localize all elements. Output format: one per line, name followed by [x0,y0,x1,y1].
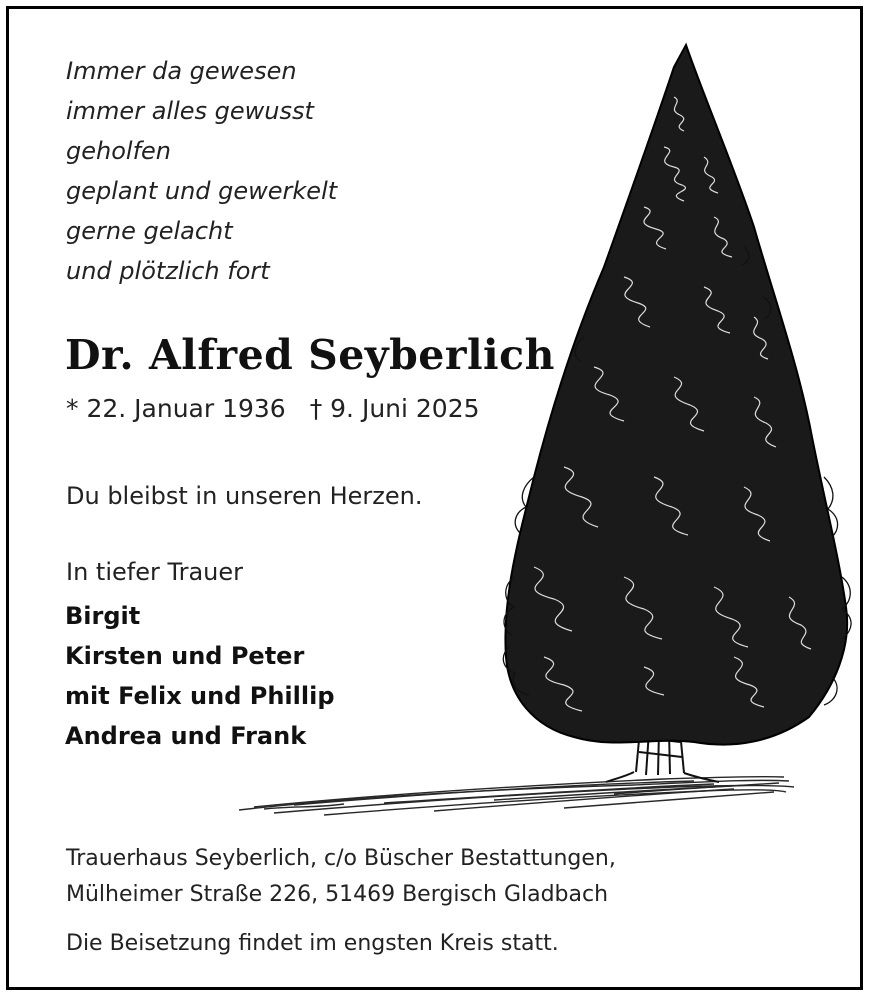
birth-date: * 22. Januar 1936 [66,394,286,423]
address-line: Mülheimer Straße 226, 51469 Bergisch Gladbach [66,882,609,907]
obituary-frame [6,6,863,990]
death-date: † 9. Juni 2025 [309,394,480,423]
farewell-message: Du bleibst in unseren Herzen. [66,482,423,510]
poem-line: und plötzlich fort [66,257,270,285]
deceased-name: Dr. Alfred Seyberlich [65,331,555,379]
mourners-list [65,596,335,756]
mourner-name: Kirsten und Peter [65,642,305,670]
funeral-note: Die Beisetzung findet im engsten Kreis statt. [66,931,559,956]
poem [66,51,337,291]
mourning-intro: In tiefer Trauer [66,558,244,586]
mourning-house-address [66,841,616,913]
poem-line: geholfen [66,137,171,165]
address-line: Trauerhaus Seyberlich, c/o Büscher Bestattungen, [66,846,616,871]
poem-line: Immer da gewesen [66,57,297,85]
mourner-name: Birgit [65,602,141,630]
mourner-name: Andrea und Frank [65,722,307,750]
life-dates [66,394,480,423]
mourner-name: mit Felix und Phillip [65,682,335,710]
poem-line: geplant und gewerkelt [66,177,338,205]
poem-line: gerne gelacht [66,217,233,245]
poem-line: immer alles gewusst [66,97,314,125]
